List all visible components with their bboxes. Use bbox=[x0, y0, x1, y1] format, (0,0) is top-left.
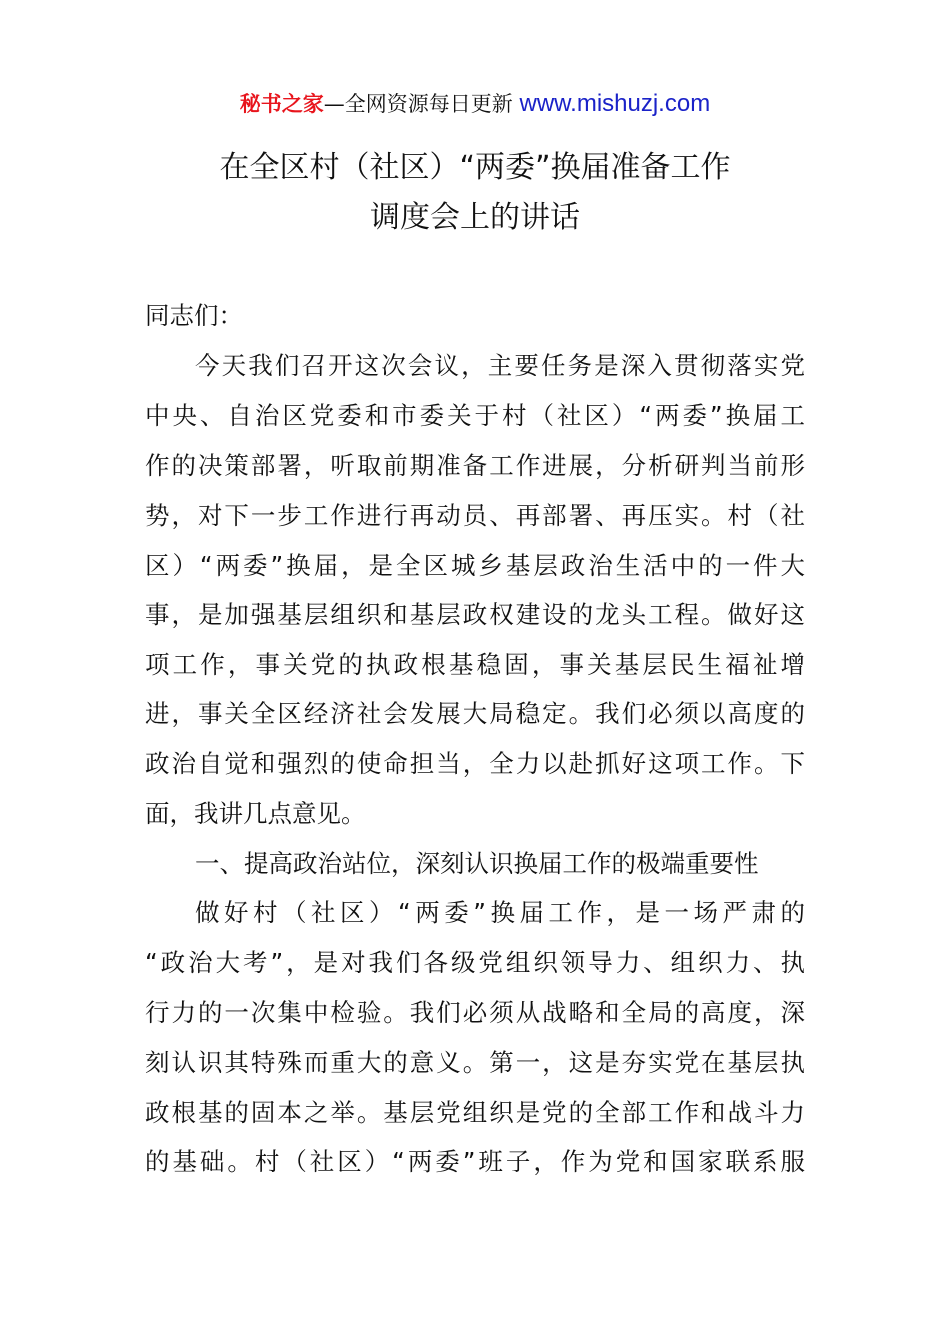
brand-name: 秘书之家 bbox=[239, 92, 324, 116]
paragraph-line: 作的决策部署，听取前期准备工作进展，分析研判当前形 bbox=[145, 451, 805, 480]
paragraph-line: 做好村（社区）“两委”换届工作，是一场严肃的 bbox=[195, 898, 805, 927]
paragraph-line: 今天我们召开这次会议，主要任务是深入贯彻落实党 bbox=[195, 351, 805, 380]
paragraph-line: 刻认识其特殊而重大的意义。第一，这是夯实党在基层执 bbox=[145, 1048, 805, 1077]
paragraph-line: 进，事关全区经济社会发展大局稳定。我们必须以高度的 bbox=[145, 699, 805, 728]
paragraph-line: 面，我讲几点意见。 bbox=[145, 799, 366, 828]
paragraph-line: 事，是加强基层组织和基层政权建设的龙头工程。做好这 bbox=[145, 600, 805, 629]
paragraph-line: 势，对下一步工作进行再动员、再部署、再压实。村（社 bbox=[145, 501, 805, 530]
paragraph-line: 项工作，事关党的执政根基稳固，事关基层民生福祉增 bbox=[145, 650, 805, 679]
paragraph-line: 政根基的固本之举。基层党组织是党的全部工作和战斗力 bbox=[145, 1098, 805, 1127]
paragraph-line: 的基础。村（社区）“两委”班子，作为党和国家联系服 bbox=[145, 1147, 805, 1176]
paragraph-line: 政治自觉和强烈的使命担当，全力以赴抓好这项工作。下 bbox=[145, 749, 805, 778]
paragraph-line: “政治大考”，是对我们各级党组织领导力、组织力、执 bbox=[145, 948, 805, 977]
site-header bbox=[0, 88, 950, 120]
site-url-link[interactable]: www.mishuzj.com bbox=[519, 90, 711, 117]
paragraph-line: 行力的一次集中检验。我们必须从战略和全局的高度，深 bbox=[145, 998, 805, 1027]
document-title-line-2: 调度会上的讲话 bbox=[370, 200, 580, 235]
document-title-line-1: 在全区村（社区）“两委”换届准备工作 bbox=[219, 150, 731, 185]
paragraph-line: 区）“两委”换届，是全区城乡基层政治生活中的一件大 bbox=[145, 551, 805, 580]
header-tagline: —全网资源每日更新 bbox=[323, 92, 513, 116]
section-heading: 一、提高政治站位，深刻认识换届工作的极端重要性 bbox=[195, 849, 759, 878]
salutation: 同志们： bbox=[145, 301, 243, 330]
paragraph-line: 中央、自治区党委和市委关于村（社区）“两委”换届工 bbox=[145, 401, 805, 430]
